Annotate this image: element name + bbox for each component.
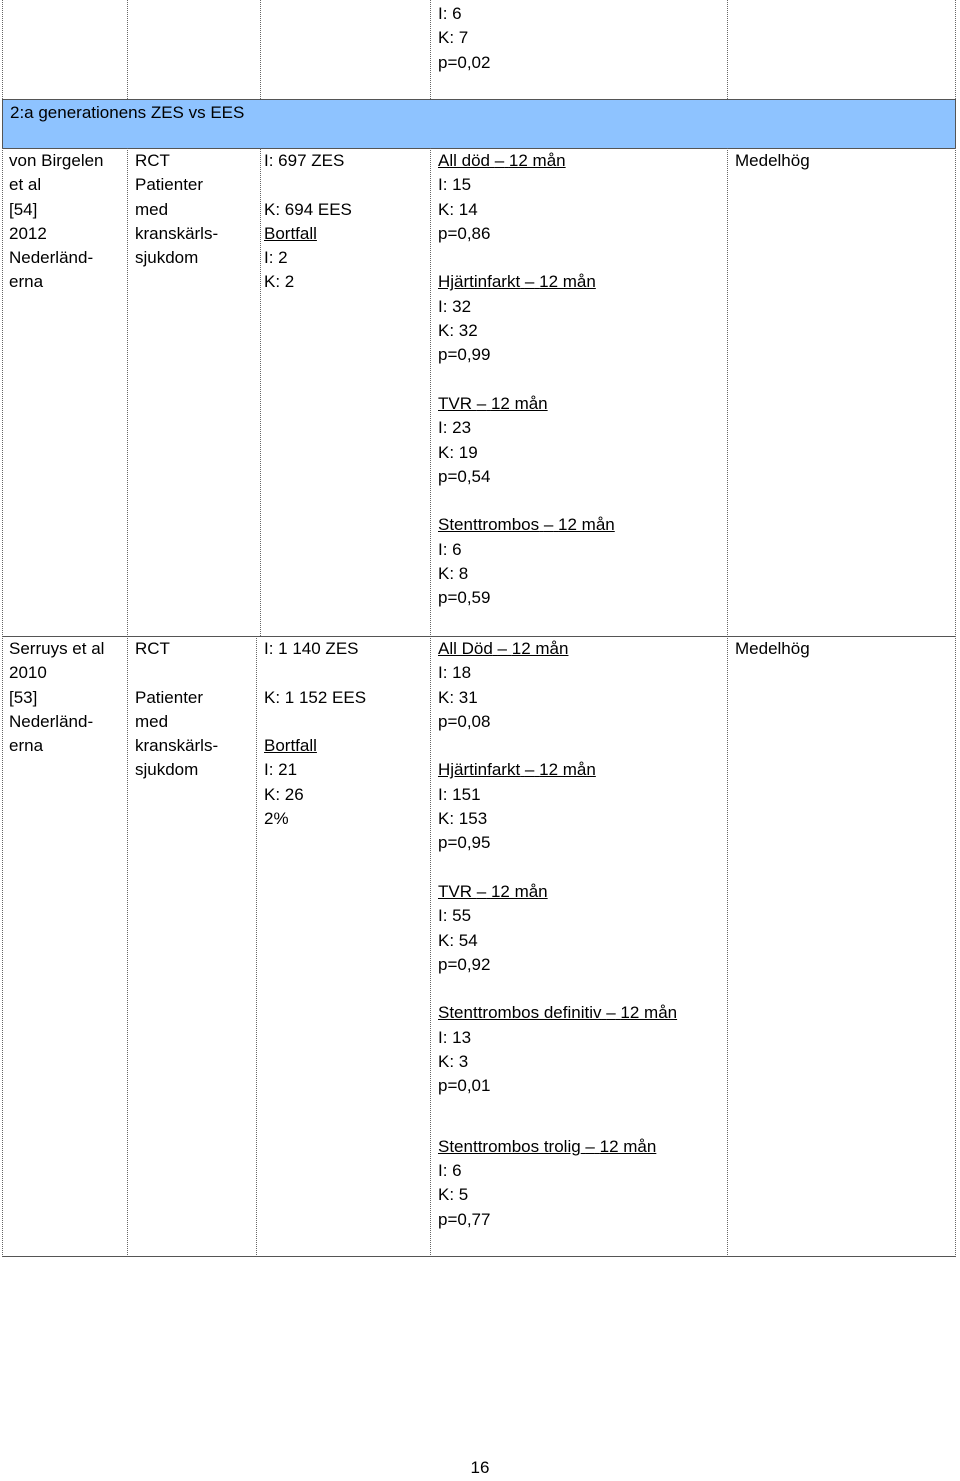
outcome-line: K: 153 bbox=[438, 809, 488, 829]
study-line: von Birgelen bbox=[9, 151, 104, 170]
outcome-line: I: 55 bbox=[438, 906, 472, 926]
outcome-line: p=0,95 bbox=[438, 833, 491, 853]
outcome-line: I: 13 bbox=[438, 1027, 472, 1047]
population-line: kranskärls- bbox=[135, 736, 219, 756]
study-line: [53] bbox=[9, 687, 38, 707]
top-row-outcome bbox=[438, 2, 490, 75]
population-line: med bbox=[135, 199, 169, 219]
grid-line bbox=[127, 0, 128, 99]
outcome-line: I: 18 bbox=[438, 663, 472, 683]
outcome-line: I: 32 bbox=[438, 296, 472, 316]
dropout-label: Bortfall bbox=[264, 736, 317, 756]
grid-line bbox=[127, 148, 128, 1257]
study-line: [54] bbox=[9, 199, 38, 219]
outcome-line: p=0,86 bbox=[438, 223, 491, 243]
outcomes-cell bbox=[438, 149, 615, 611]
grid-line bbox=[2, 148, 3, 1257]
population-line: kranskärls- bbox=[135, 223, 219, 243]
outcome-heading: Hjärtinfarkt – 12 mån bbox=[438, 272, 596, 292]
outcome-line: p=0,92 bbox=[438, 954, 491, 974]
study-cell bbox=[9, 637, 104, 758]
intervention-i: I: 697 ZES bbox=[264, 151, 345, 170]
outcome-line: K: 5 bbox=[438, 1185, 469, 1205]
design-population-cell bbox=[135, 637, 218, 783]
population-line: sjukdom bbox=[135, 760, 199, 780]
outcome-heading: Hjärtinfarkt – 12 mån bbox=[438, 760, 596, 780]
outcome-line: K: 14 bbox=[438, 199, 478, 219]
grid-line bbox=[430, 0, 431, 99]
intervention-cell bbox=[264, 149, 352, 295]
intervention-i: I: 1 140 ZES bbox=[264, 639, 359, 658]
outcomes-cell bbox=[438, 637, 677, 1232]
outcome-line: K: 8 bbox=[438, 564, 469, 584]
grid-line bbox=[2, 99, 3, 148]
outcome-line: K: 54 bbox=[438, 930, 478, 950]
grid-line bbox=[2, 0, 3, 99]
population-line: med bbox=[135, 711, 169, 731]
section-header: 2:a generationens ZES vs EES bbox=[10, 103, 245, 122]
outcome-line: K: 31 bbox=[438, 687, 478, 707]
dropout-line: I: 21 bbox=[264, 760, 298, 780]
study-line: 2010 bbox=[9, 663, 47, 683]
outcome-line: K: 7 bbox=[438, 28, 469, 48]
study-line: erna bbox=[9, 736, 44, 756]
grid-line bbox=[955, 99, 956, 148]
intervention-k: K: 694 EES bbox=[264, 199, 352, 219]
page-number: 16 bbox=[470, 1458, 490, 1477]
grid-line bbox=[727, 0, 728, 99]
outcome-line: I: 23 bbox=[438, 418, 472, 438]
outcome-heading: Stenttrombos definitiv – 12 mån bbox=[438, 1003, 678, 1023]
grid-line bbox=[256, 636, 257, 1257]
outcome-line: I: 6 bbox=[438, 539, 462, 559]
outcome-heading: TVR – 12 mån bbox=[438, 393, 548, 413]
outcome-heading: Stenttrombos trolig – 12 mån bbox=[438, 1136, 657, 1156]
intervention-cell bbox=[264, 637, 366, 831]
outcome-line: p=0,02 bbox=[438, 52, 491, 72]
grid-line bbox=[260, 148, 261, 636]
outcome-line: I: 151 bbox=[438, 784, 481, 804]
population-line: sjukdom bbox=[135, 248, 199, 268]
outcome-line: I: 6 bbox=[438, 4, 462, 23]
outcome-line: I: 15 bbox=[438, 175, 472, 195]
population-line: Patienter bbox=[135, 175, 204, 195]
outcome-line: K: 19 bbox=[438, 442, 478, 462]
outcome-line: p=0,99 bbox=[438, 345, 491, 365]
outcome-heading: Stenttrombos – 12 mån bbox=[438, 515, 615, 535]
dropout-label: Bortfall bbox=[264, 223, 317, 243]
outcome-line: p=0,08 bbox=[438, 711, 491, 731]
study-line: Nederländ- bbox=[9, 248, 94, 268]
dropout-line: I: 2 bbox=[264, 248, 288, 268]
grid-line bbox=[955, 148, 956, 1257]
risk-cell: Medelhög bbox=[735, 151, 810, 170]
study-line: et al bbox=[9, 175, 42, 195]
study-cell bbox=[9, 149, 104, 295]
study-line: Serruys et al bbox=[9, 639, 105, 658]
outcome-line: K: 32 bbox=[438, 321, 478, 341]
design: RCT bbox=[135, 639, 170, 658]
population-line: Patienter bbox=[135, 687, 204, 707]
grid-line bbox=[727, 148, 728, 1257]
study-line: erna bbox=[9, 272, 44, 292]
dropout-line: K: 2 bbox=[264, 272, 295, 292]
outcome-heading: All Död – 12 mån bbox=[438, 639, 569, 658]
outcome-line: p=0,77 bbox=[438, 1209, 491, 1229]
intervention-k: K: 1 152 EES bbox=[264, 687, 367, 707]
outcome-line: p=0,54 bbox=[438, 466, 491, 486]
risk-cell: Medelhög bbox=[735, 639, 810, 658]
dropout-line: 2% bbox=[264, 809, 289, 829]
study-line: Nederländ- bbox=[9, 711, 94, 731]
grid-line bbox=[955, 0, 956, 99]
outcome-line: p=0,01 bbox=[438, 1076, 491, 1096]
design-population-cell bbox=[135, 149, 218, 270]
outcome-line: K: 3 bbox=[438, 1052, 469, 1072]
grid-line bbox=[2, 1256, 956, 1257]
grid-line bbox=[260, 0, 261, 99]
grid-line bbox=[430, 148, 431, 1257]
outcome-heading: TVR – 12 mån bbox=[438, 881, 548, 901]
design: RCT bbox=[135, 151, 170, 170]
outcome-line: I: 6 bbox=[438, 1160, 462, 1180]
study-line: 2012 bbox=[9, 223, 47, 243]
outcome-line: p=0,59 bbox=[438, 588, 491, 608]
outcome-heading: All död – 12 mån bbox=[438, 151, 566, 170]
grid-line bbox=[2, 99, 956, 100]
dropout-line: K: 26 bbox=[264, 784, 304, 804]
